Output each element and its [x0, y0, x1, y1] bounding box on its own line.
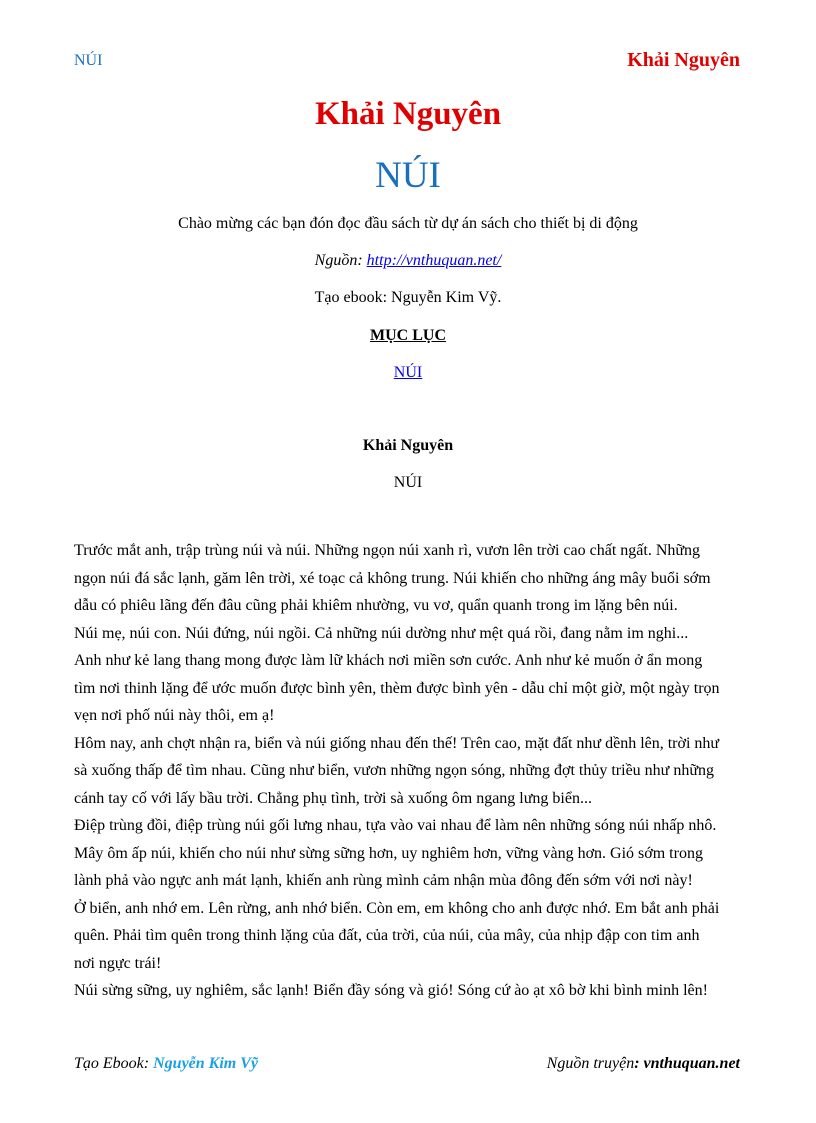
body-line: Mây ôm ấp núi, khiến cho núi như sừng sững hơn, uy nghiêm hơn, vững vàng hơn. Gió sớm trong — [74, 844, 703, 862]
source-label: Nguồn: — [314, 252, 367, 269]
body-line: lành phả vào ngực anh mát lạnh, khiến anh rùng mình cảm nhận mùa đông đến sớm với nơi này! — [74, 872, 693, 889]
body-line: Ở biển, anh nhớ em. Lên rừng, anh nhớ biển. Còn em, em không cho anh được nhớ. Em bắt anh phải — [74, 899, 720, 917]
body-line: Điệp trùng đồi, điệp trùng núi gối lưng nhau, tựa vào vai nhau để làm nên những sóng núi nhấp nhô. — [74, 817, 717, 834]
chapter-author: Khải Nguyên — [362, 437, 454, 454]
ebook-maker: Tạo ebook: Nguyễn Kim Vỹ. — [314, 289, 502, 306]
footer-source-label: Nguồn truyện — [546, 1055, 635, 1072]
header-book-title: NÚI — [74, 52, 103, 69]
header-author: Khải Nguyên — [627, 49, 740, 71]
body-line: ngọn núi đá sắc lạnh, găm lên trời, xé toạc cả không trung. Núi khiến cho những áng mây buổi sớm — [74, 569, 711, 587]
toc-heading: MỤC LỤC — [370, 327, 446, 344]
footer-source — [547, 1055, 740, 1073]
body-line: Trước mắt anh, trập trùng núi và núi. Những ngọn núi xanh rì, vươn lên trời cao chất ngất. Những — [74, 542, 701, 559]
footer-maker-label: Tạo Ebook — [74, 1055, 144, 1072]
source-line — [0, 252, 816, 270]
body-line: Hôm nay, anh chợt nhận ra, biển và núi giống nhau đến thế! Trên cao, mặt đất như dềnh lên, trời như — [74, 734, 720, 752]
welcome-text: Chào mừng các bạn đón đọc đầu sách từ dự án sách cho thiết bị di động — [178, 215, 638, 232]
chapter-title: NÚI — [393, 474, 423, 491]
footer-maker-sep: : — [143, 1055, 154, 1072]
title-author: Khải Nguyên — [314, 96, 502, 132]
body-line: sà xuống thấp để tìm nhau. Cũng như biển, vươn những ngọn sóng, những đợt thủy triều như những — [74, 762, 715, 779]
body-line: nơi ngực trái! — [74, 954, 162, 972]
toc-item-nui[interactable]: NÚI — [393, 364, 423, 381]
footer-maker-name: Nguyễn Kim Vỹ — [153, 1055, 258, 1072]
body-line: vẹn nơi phố núi này thôi, em ạ! — [74, 707, 275, 724]
footer-source-site: vnthuquan.net — [643, 1055, 740, 1072]
title-book: NÚI — [375, 155, 441, 196]
footer-source-sep: : — [634, 1055, 644, 1072]
body-line: Núi mẹ, núi con. Núi đứng, núi ngồi. Cả những núi dường như mệt quá rồi, đang nằm im nghi... — [74, 624, 689, 642]
chapter-body — [74, 537, 744, 1005]
footer-ebook-maker — [74, 1055, 258, 1073]
body-line: Núi sừng sững, uy nghiêm, sắc lạnh! Biển đầy sóng và gió! Sóng cứ ào ạt xô bờ khi bình minh lên! — [74, 982, 708, 999]
source-link[interactable]: http://vnthuquan.net/ — [366, 252, 502, 269]
body-line: dẫu có phiêu lãng đến đâu cũng phải khiêm nhường, vu vơ, quẩn quanh trong im lặng bên núi. — [74, 597, 678, 614]
body-line: cánh tay cố với lấy bầu trời. Chẳng phụ tình, trời sà xuống ôm ngang lưng biển... — [74, 789, 592, 807]
body-line: quên. Phải tìm quên trong thinh lặng của đất, của trời, của núi, của mây, của nhịp đập con tim anh — [74, 927, 700, 944]
body-line: tìm nơi thinh lặng để ước muốn được bình yên, thèm được bình yên - dẫu chỉ một giờ, một ngày trọn — [74, 679, 720, 697]
body-line: Anh như kẻ lang thang mong được làm lữ khách nơi miền sơn cước. Anh như kẻ muốn ở ẩn mong — [74, 652, 703, 669]
